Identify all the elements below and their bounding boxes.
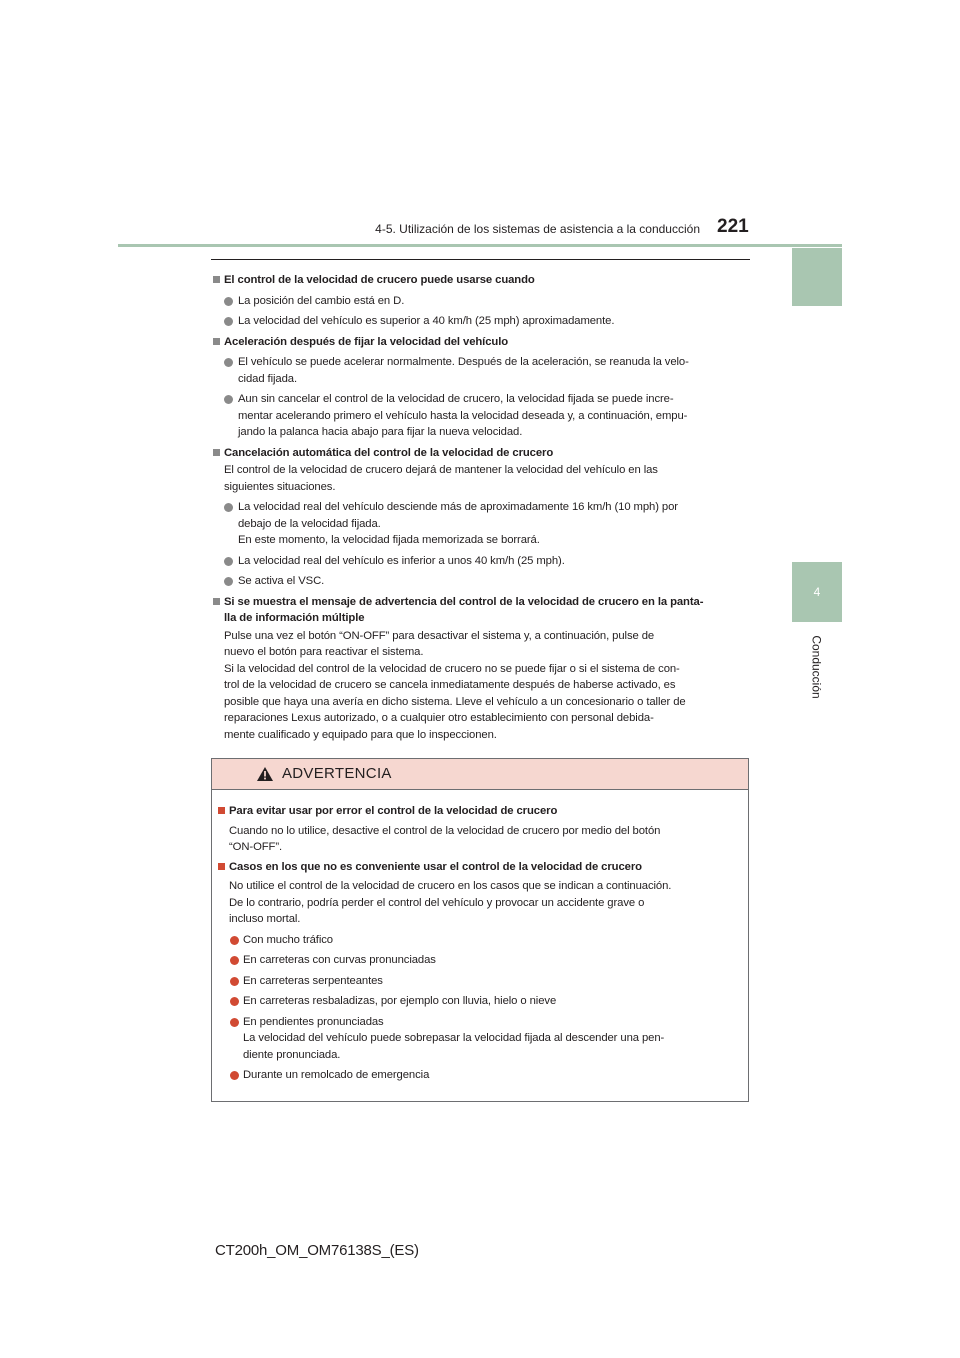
- bullet-item: La velocidad del vehículo es superior a 40 km/h (25 mph) aproximadamente.: [212, 313, 750, 330]
- warning-paragraph: Cuando no lo utilice, desactive el control de la velocidad de crucero por medio del botón “ON-OFF”.: [229, 824, 661, 853]
- chapter-number: 4: [813, 585, 821, 599]
- section-heading: Cancelación automática del control de la velocidad de crucero: [212, 445, 750, 462]
- page-number: 221: [717, 216, 749, 237]
- footer-doc-code: CT200h_OM_OM76138S_(ES): [215, 1242, 419, 1259]
- warning-paragraph: No utilice el control de la velocidad de crucero en los casos que se indican a continuación. De lo contrario, podría perder el control del vehículo y provocar un accidente grave o incluso mortal.: [229, 880, 672, 925]
- section-heading: El control de la velocidad de crucero puede usarse cuando: [212, 272, 750, 289]
- section-paragraph: El control de la velocidad de crucero dejará de mantener la velocidad del vehículo en las siguientes situaciones.: [224, 464, 658, 493]
- bullet-item: La posición del cambio está en D.: [212, 293, 750, 310]
- warning-bullet: Durante un remolcado de emergencia: [217, 1067, 740, 1084]
- section-paragraph: Pulse una vez el botón “ON-OFF” para desactivar el sistema y, a continuación, pulse de nuevo el botón para reactivar el sistema. Si la velocidad del control de la velocidad de crucero no se puede fijar o si el sistema de con- trol de la velocidad de crucero se cancela inmediatamente después de haberse activado, es posible que haya una avería en dicho sistema. Lleve el vehículo a un concesionario o taller de reparaciones Lexus autorizado, o a cualquier otro establecimiento con personal debida- mente cualificado y equipado para que lo inspeccionen.: [224, 629, 686, 741]
- warning-heading: Para evitar usar por error el control de la velocidad de crucero: [217, 803, 740, 820]
- warning-bullet: En pendientes pronunciadas La velocidad del vehículo puede sobrepasar la velocidad fijada al descender una pen- diente pronunciada.: [217, 1014, 740, 1064]
- section-heading: Si se muestra el mensaje de advertencia del control de la velocidad de crucero en la panta- lla de información múltiple: [212, 594, 750, 627]
- chapter-tab: [792, 562, 842, 622]
- warning-bullet: En carreteras con curvas pronunciadas: [217, 952, 740, 969]
- chapter-label-container: [789, 628, 845, 706]
- bullet-item: Se activa el VSC.: [212, 573, 750, 590]
- bullet-item: La velocidad real del vehículo desciende más de aproximadamente 16 km/h (10 mph) por debajo de la velocidad fijada. En este momento, la velocidad fijada memorizada se borrará.: [212, 499, 750, 549]
- warning-bullet: Con mucho tráfico: [217, 932, 740, 949]
- warning-title: ADVERTENCIA: [282, 765, 392, 782]
- bullet-item: Aun sin cancelar el control de la velocidad de crucero, la velocidad fijada se puede incre- mentar acelerando primero el vehículo hasta la velocidad deseada y, a continuación, empu- jando la palanca hacia abajo para fijar la nueva velocidad.: [212, 391, 750, 441]
- main-content: [212, 268, 750, 743]
- header-rule: [118, 244, 842, 247]
- content-top-rule: [211, 259, 750, 260]
- side-tab-block: [792, 248, 842, 306]
- chapter-label: Conducción: [810, 635, 824, 699]
- warning-bullet: En carreteras resbaladizas, por ejemplo con lluvia, hielo o nieve: [217, 993, 740, 1010]
- bullet-item: La velocidad real del vehículo es inferior a unos 40 km/h (25 mph).: [212, 553, 750, 570]
- warning-body: [212, 790, 748, 1084]
- section-title: 4-5. Utilización de los sistemas de asistencia a la conducción: [375, 222, 700, 236]
- warning-triangle-icon: [256, 766, 274, 787]
- warning-box: [211, 758, 749, 1102]
- warning-header: [212, 759, 748, 790]
- section-heading: Aceleración después de fijar la velocidad del vehículo: [212, 334, 750, 351]
- bullet-item: El vehículo se puede acelerar normalmente. Después de la aceleración, se reanuda la velo- cidad fijada.: [212, 354, 750, 387]
- warning-bullet: En carreteras serpenteantes: [217, 973, 740, 990]
- warning-heading: Casos en los que no es conveniente usar el control de la velocidad de crucero: [217, 859, 740, 876]
